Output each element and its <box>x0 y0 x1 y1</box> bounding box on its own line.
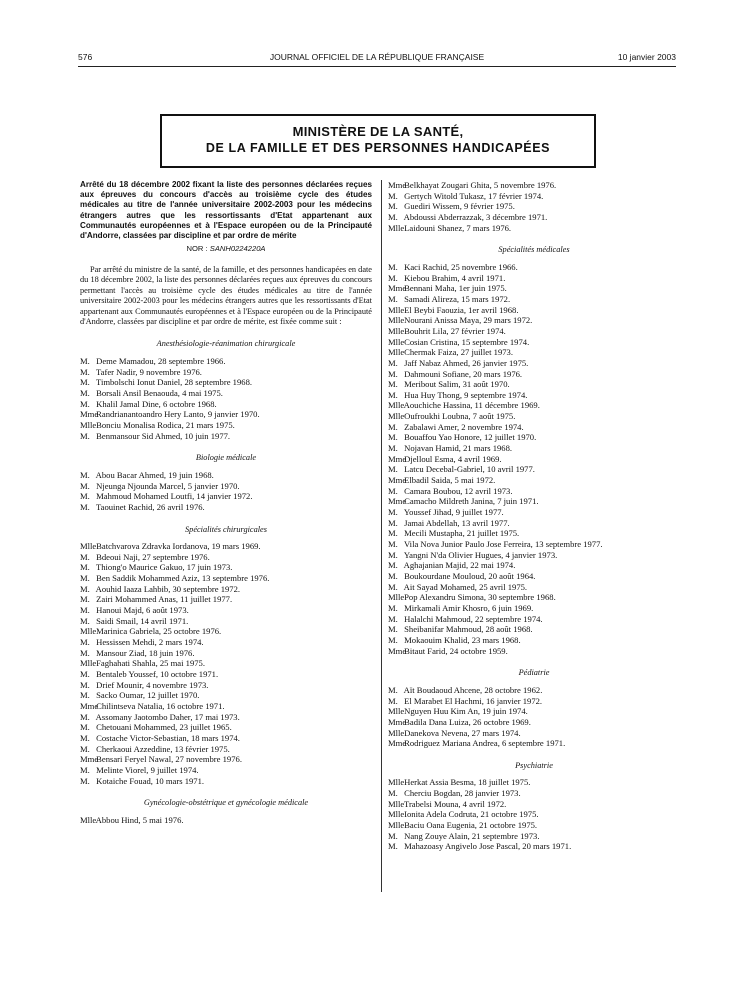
civility: Mlle <box>388 798 405 809</box>
candidate-name: Gertych Witold Tukasz, 17 février 1974. <box>402 190 544 201</box>
list-item <box>80 690 372 701</box>
list-item <box>388 624 680 635</box>
list-item <box>80 377 372 388</box>
list-item <box>80 481 372 492</box>
candidate-name: Samadi Alireza, 15 mars 1972. <box>402 293 511 304</box>
candidate-name: Laidouni Shanez, 7 mars 1976. <box>402 222 512 233</box>
candidate-name: Baciu Oana Eugenia, 21 octobre 1975. <box>402 820 538 831</box>
section-title: Psychiatrie <box>515 760 553 770</box>
civility: Mme <box>388 180 407 190</box>
candidate-name: Kaci Rachid, 25 novembre 1966. <box>402 261 518 272</box>
ministry-title-line1: MINISTÈRE DE LA SANTÉ, <box>292 124 464 139</box>
list-item <box>80 733 372 744</box>
candidate-name: Jaff Nabaz Ahmed, 26 janvier 1975. <box>402 357 529 368</box>
civility: M. <box>80 387 90 398</box>
civility: M. <box>80 430 90 441</box>
civility: M. <box>388 624 398 635</box>
list-item <box>388 454 680 465</box>
candidate-name: Chilintseva Natalia, 16 octobre 1971. <box>94 701 225 711</box>
civility: M. <box>80 491 90 502</box>
candidate-name: Taouinet Rachid, 26 avril 1976. <box>94 501 205 512</box>
candidate-name: Bentaleb Youssef, 10 octobre 1971. <box>94 669 219 680</box>
list-item <box>80 754 372 765</box>
civility: Mlle <box>80 814 97 825</box>
candidate-name: Aghajanian Majid, 22 mai 1974. <box>402 560 516 571</box>
arrete-title: Arrêté du 18 décembre 2002 fixant la liste des personnes déclarées reçues aux épreuves du concours d'accès au troisième cycle des études médicales au titre de l'année universitaire 2002-2003 pour les médecins étrangers autres que les ressortissants d'Etat appartenant aux Communautés européennes et à l'Espace européen ou de la Principauté d'Andorre, classées par discipline et par ordre de mérite <box>80 180 372 241</box>
civility: M. <box>80 605 90 616</box>
candidate-name: Khalil Jamal Dine, 6 octobre 1968. <box>94 398 217 409</box>
list-item <box>388 706 680 717</box>
civility: M. <box>80 775 90 786</box>
candidate-name: Mecili Mustapha, 21 juillet 1975. <box>402 528 520 539</box>
list-item <box>80 648 372 659</box>
list-item <box>388 592 680 603</box>
civility: M. <box>388 570 398 581</box>
civility: Mme <box>80 409 99 420</box>
list-item <box>80 367 372 378</box>
civility: M. <box>388 507 398 518</box>
page-header <box>78 52 676 66</box>
list-item <box>388 518 680 529</box>
candidate-name: Oufroukhi Loubna, 7 août 1975. <box>402 411 516 422</box>
civility: M. <box>80 743 90 754</box>
candidate-name: Guediri Wissem, 9 février 1975. <box>402 201 515 212</box>
candidate-name: Halalchi Mahmoud, 22 septembre 1974. <box>402 613 543 624</box>
civility: M. <box>388 613 398 624</box>
civility: M. <box>80 501 90 512</box>
civility: M. <box>388 443 398 454</box>
list-item <box>388 646 680 657</box>
candidate-name: Drief Mounir, 4 novembre 1973. <box>94 679 209 690</box>
candidate-name: Hessissen Mehdi, 2 mars 1974. <box>94 637 204 648</box>
candidate-name: Aouchiche Hassina, 11 décembre 1969. <box>402 400 540 411</box>
civility: M. <box>388 211 398 222</box>
candidate-name: Sheibanifar Mahmoud, 28 août 1968. <box>402 624 533 635</box>
list-item <box>388 464 680 475</box>
candidate-name: Rodriguez Mariana Andrea, 6 septembre 1971. <box>402 738 566 749</box>
list-item <box>80 356 372 367</box>
civility: M. <box>80 377 90 388</box>
list-item <box>388 507 680 518</box>
section-title: Spécialités chirurgicales <box>185 524 267 534</box>
candidate-name: Thiong'o Maurice Gakuo, 17 juin 1973. <box>94 562 233 573</box>
list-item <box>388 369 680 380</box>
candidate-name: Vila Nova Junior Paulo Jose Ferreira, 13 septembre 1977. <box>402 539 603 549</box>
list-item <box>388 191 680 202</box>
candidate-name: Pop Alexandru Simona, 30 septembre 1968. <box>402 592 556 603</box>
list-item <box>388 696 680 707</box>
civility: M. <box>388 830 398 841</box>
civility: Mme <box>388 716 407 727</box>
civility: Mme <box>388 645 407 656</box>
list-item <box>80 573 372 584</box>
civility: Mlle <box>388 400 405 411</box>
list-item <box>388 820 680 831</box>
column-divider <box>381 180 382 892</box>
civility: M. <box>80 398 90 409</box>
list-item <box>388 841 680 852</box>
journal-title: JOURNAL OFFICIEL DE LA RÉPUBLIQUE FRANÇAISE <box>269 52 485 62</box>
list-item <box>80 431 372 442</box>
civility: M. <box>388 517 398 528</box>
candidate-name: Elbadil Saida, 5 mai 1972. <box>402 475 496 486</box>
ministry-box <box>160 114 596 168</box>
candidate-name: Cherkaoui Azzeddine, 13 février 1975. <box>94 743 230 754</box>
civility: M. <box>388 261 398 272</box>
civility: M. <box>80 732 90 743</box>
candidate-name: Latcu Decebal-Gabriel, 10 avril 1977. <box>402 464 535 475</box>
candidate-name: Bdeoui Naji, 27 septembre 1976. <box>94 551 210 562</box>
candidate-name: Tafer Nadir, 9 novembre 1976. <box>94 366 202 377</box>
civility: M. <box>388 464 398 475</box>
civility: M. <box>388 432 398 443</box>
list-item <box>388 539 680 550</box>
left-column <box>80 180 372 826</box>
list-item <box>80 815 372 826</box>
civility: Mme <box>388 475 407 486</box>
civility: Mlle <box>80 541 97 552</box>
list-item <box>80 637 372 648</box>
civility: Mlle <box>388 347 405 358</box>
list-item <box>80 658 372 669</box>
civility: M. <box>80 690 90 701</box>
civility: M. <box>388 634 398 645</box>
candidate-name: Bonciu Monalisa Rodica, 21 mars 1975. <box>94 419 235 430</box>
right-column <box>388 180 680 852</box>
candidate-name: Cherciu Bogdan, 28 janvier 1973. <box>402 788 521 799</box>
civility: Mme <box>388 283 407 294</box>
list-item <box>388 443 680 454</box>
civility: Mlle <box>388 777 405 788</box>
civility: M. <box>388 379 398 390</box>
candidate-name: Assomany Jaotombo Daher, 17 mai 1973. <box>94 711 240 722</box>
candidate-name: Aouhid Iaaza Lahbib, 30 septembre 1972. <box>94 583 241 594</box>
civility: Mlle <box>388 809 405 820</box>
candidate-name: Marinica Gabriela, 25 octobre 1976. <box>94 626 222 637</box>
civility: M. <box>80 355 90 366</box>
candidate-name: Boukourdane Mouloud, 20 août 1964. <box>402 570 536 581</box>
candidate-name: Faghahati Shahla, 25 mai 1975. <box>94 658 205 669</box>
civility: M. <box>388 560 398 571</box>
candidate-name: Badila Dana Luiza, 26 octobre 1969. <box>402 716 531 727</box>
civility: M. <box>80 637 90 648</box>
civility: Mlle <box>388 411 405 422</box>
candidate-name: Zairi Mohammed Anas, 11 juillet 1977. <box>94 594 233 605</box>
page-number: 576 <box>78 52 93 62</box>
candidate-name: Costache Victor-Sebastian, 18 mars 1974. <box>94 732 240 743</box>
list-item <box>80 562 372 573</box>
candidate-name: Melinte Viorel, 9 juillet 1974. <box>94 764 199 775</box>
civility: M. <box>388 272 398 283</box>
list-item <box>388 358 680 369</box>
list-item <box>80 616 372 627</box>
candidate-name: Ionita Adela Codruta, 21 octobre 1975. <box>402 809 539 820</box>
civility: Mme <box>388 453 407 464</box>
civility: Mlle <box>80 419 97 430</box>
candidate-name: Hua Huy Thong, 9 septembre 1974. <box>402 389 528 400</box>
civility: Mlle <box>388 706 405 717</box>
civility: M. <box>80 551 90 562</box>
candidate-name: Borsali Ansil Benaouda, 4 mai 1975. <box>94 387 223 398</box>
candidate-name: Meribout Salim, 31 août 1970. <box>402 379 510 390</box>
civility: M. <box>388 788 398 799</box>
candidate-name: Bouhrit Lila, 27 février 1974. <box>402 325 506 336</box>
civility: M. <box>80 366 90 377</box>
civility: M. <box>80 679 90 690</box>
candidate-name: Herkat Assia Besma, 18 juillet 1975. <box>402 777 531 788</box>
candidate-name: Mokaouim Khalid, 23 mars 1968. <box>402 634 521 645</box>
civility: Mme <box>388 496 407 507</box>
civility: Mlle <box>388 592 405 603</box>
candidate-name: Mirkamali Amir Khosro, 6 juin 1969. <box>402 602 534 613</box>
candidate-name: Trabelsi Mouna, 4 avril 1972. <box>402 798 507 809</box>
header-rule <box>78 66 676 67</box>
candidate-name: Bensari Feryel Nawal, 27 novembre 1976. <box>94 754 242 765</box>
list-item <box>388 685 680 696</box>
list-item <box>388 475 680 486</box>
candidate-name: Deme Mamadou, 28 septembre 1966. <box>94 355 226 366</box>
list-item <box>388 212 680 223</box>
right-top-entries <box>388 180 680 233</box>
candidate-name: Belkhayat Zougari Ghita, 5 novembre 1976. <box>402 180 557 190</box>
list-item <box>388 738 680 749</box>
issue-date: 10 janvier 2003 <box>617 52 676 62</box>
list-item <box>80 420 372 431</box>
candidate-name: Hanoui Majd, 6 août 1973. <box>94 605 189 616</box>
list-item <box>388 315 680 326</box>
candidate-name: Kotaiche Fouad, 10 mars 1971. <box>94 775 205 786</box>
candidate-name: Chetouani Mohammed, 23 juillet 1965. <box>94 722 232 733</box>
candidate-name: Mansour Ziad, 18 juin 1976. <box>94 647 195 658</box>
list-item <box>388 326 680 337</box>
section-title: Spécialités médicales <box>498 245 570 255</box>
civility: M. <box>388 368 398 379</box>
list-item <box>388 777 680 788</box>
list-item <box>80 491 372 502</box>
candidate-name: El Marabet El Hachmi, 16 janvier 1972. <box>402 695 543 706</box>
list-item <box>388 305 680 316</box>
list-item <box>80 584 372 595</box>
civility: M. <box>388 581 398 592</box>
list-item <box>388 635 680 646</box>
candidate-name: Youssef Jihad, 9 juillet 1977. <box>402 507 504 518</box>
list-item <box>80 722 372 733</box>
civility: M. <box>80 573 90 584</box>
right-sections <box>388 245 680 852</box>
list-item <box>388 717 680 728</box>
candidate-name: Dahmouni Sofiane, 20 mars 1976. <box>402 368 523 379</box>
civility: M. <box>80 615 90 626</box>
civility: M. <box>388 528 398 539</box>
candidate-name: Sacko Oumar, 12 juillet 1970. <box>94 690 200 701</box>
civility: M. <box>80 469 90 480</box>
list-item <box>80 409 372 420</box>
nor-code: SANH0224220A <box>209 244 266 254</box>
candidate-name: Kiebou Brahim, 4 avril 1971. <box>402 272 506 283</box>
list-item <box>80 680 372 691</box>
civility: M. <box>388 602 398 613</box>
list-item <box>80 594 372 605</box>
list-item <box>388 390 680 401</box>
candidate-name: Nourani Anissa Maya, 29 mars 1972. <box>402 315 533 326</box>
civility: M. <box>388 421 398 432</box>
list-item <box>388 422 680 433</box>
civility: M. <box>388 695 398 706</box>
list-item <box>388 262 680 273</box>
candidate-name: Jamai Abdellah, 13 avril 1977. <box>402 517 510 528</box>
list-item <box>388 831 680 842</box>
list-item <box>388 347 680 358</box>
list-item <box>388 728 680 739</box>
list-item <box>80 701 372 712</box>
candidate-name: Timbolschi Ionut Daniel, 28 septembre 1968. <box>94 377 253 388</box>
civility: M. <box>388 841 398 852</box>
candidate-name: Abdoussi Abderrazzak, 3 décembre 1971. <box>402 211 548 222</box>
civility: M. <box>388 389 398 400</box>
civility: M. <box>388 293 398 304</box>
list-item <box>80 765 372 776</box>
list-item <box>388 582 680 593</box>
list-item <box>388 614 680 625</box>
candidate-name: Nang Zouye Alain, 21 septembre 1973. <box>402 830 540 841</box>
civility: Mlle <box>388 304 405 315</box>
civility: M. <box>80 594 90 605</box>
list-item <box>388 560 680 571</box>
list-item <box>388 603 680 614</box>
list-item <box>388 379 680 390</box>
civility: Mme <box>388 738 407 749</box>
candidate-name: Nojavan Hamid, 21 mars 1968. <box>402 443 513 454</box>
list-item <box>388 788 680 799</box>
list-item <box>80 744 372 755</box>
list-item <box>388 223 680 234</box>
candidate-name: Djelloul Esma, 4 avril 1969. <box>402 453 502 464</box>
list-item <box>80 388 372 399</box>
civility: Mlle <box>388 222 405 233</box>
list-item <box>80 541 372 552</box>
candidate-name: Yangni N'da Olivier Hugues, 4 janvier 1973. <box>402 549 558 560</box>
section-title: Pédiatrie <box>518 668 550 678</box>
list-item <box>388 400 680 411</box>
candidate-name: Mahmoud Mohamed Loutfi, 14 janvier 1972. <box>94 491 253 502</box>
civility: Mlle <box>388 325 405 336</box>
civility: M. <box>388 485 398 496</box>
list-item <box>388 550 680 561</box>
candidate-name: El Beybi Faouzia, 1er avril 1968. <box>402 304 519 315</box>
candidate-name: Camacho Mildreth Janina, 7 juin 1971. <box>402 496 539 507</box>
list-item <box>388 809 680 820</box>
arrete-intro: Par arrêté du ministre de la santé, de la famille, et des personnes handicapées en date du 18 décembre 2002, la liste des personnes déclarées reçues aux épreuves du concours permettant l'accès au troisième cycle des études médicales au titre de l'année universitaire 2002-2003 pour les médecins étrangers autres que les ressortissants d'Etat appartenant aux Communautés européennes et à l'Espace européen ou de la Principauté d'Andorre, classées par discipline et par ordre de mérite, est fixée comme suit : <box>80 264 372 326</box>
civility: Mlle <box>80 626 97 637</box>
civility: Mlle <box>388 315 405 326</box>
civility: M. <box>80 583 90 594</box>
list-item <box>388 799 680 810</box>
list-item <box>388 294 680 305</box>
candidate-name: Danekova Nevena, 27 mars 1974. <box>402 727 521 738</box>
candidate-name: Aït Boudaoud Ahcene, 28 octobre 1962. <box>402 684 543 695</box>
civility: M. <box>388 549 398 560</box>
civility: M. <box>388 190 398 201</box>
civility: M. <box>388 201 398 212</box>
candidate-name: Abbou Hind, 5 mai 1976. <box>94 814 184 825</box>
list-item <box>388 496 680 507</box>
candidate-name: Bouaffou Yao Honore, 12 juillet 1970. <box>402 432 537 443</box>
civility: M. <box>388 539 398 549</box>
civility: Mlle <box>388 820 405 831</box>
candidate-name: Cosian Cristina, 15 septembre 1974. <box>402 336 530 347</box>
civility: M. <box>80 562 90 573</box>
candidate-name: Ben Saddik Mohammed Aziz, 13 septembre 1976. <box>94 573 270 584</box>
candidate-name: Batchvarova Zdravka Iordanova, 19 mars 1969. <box>94 541 261 552</box>
nor-label: NOR : <box>186 244 208 254</box>
list-item <box>80 626 372 637</box>
list-item <box>388 432 680 443</box>
candidate-name: Camara Boubou, 12 avril 1973. <box>402 485 513 496</box>
list-item <box>80 399 372 410</box>
list-item <box>80 712 372 723</box>
civility: M. <box>388 684 398 695</box>
list-item <box>80 605 372 616</box>
candidate-name: Mahazoasy Angivelo Jose Pascal, 20 mars 1971. <box>402 841 572 852</box>
civility: Mme <box>80 701 99 711</box>
list-item <box>388 411 680 422</box>
list-item <box>388 337 680 348</box>
list-item <box>388 528 680 539</box>
candidate-name: Chermak Faiza, 27 juillet 1973. <box>402 347 513 358</box>
candidate-name: Randrianantoandro Hery Lanto, 9 janvier 1970. <box>94 409 260 420</box>
civility: M. <box>80 480 90 491</box>
list-item <box>388 273 680 284</box>
candidate-name: Benmansour Sid Ahmed, 10 juin 1977. <box>94 430 231 441</box>
civility: Mlle <box>388 727 405 738</box>
candidate-name: Nguyen Huu Kim An, 19 juin 1974. <box>402 706 528 717</box>
civility: Mlle <box>388 336 405 347</box>
candidate-name: Bennani Maha, 1er juin 1975. <box>402 283 507 294</box>
list-item <box>80 552 372 563</box>
candidate-name: Saidi Smail, 14 avril 1971. <box>94 615 189 626</box>
section-title: Biologie médicale <box>195 453 257 463</box>
civility: M. <box>80 764 90 775</box>
civility: M. <box>80 711 90 722</box>
list-item <box>388 283 680 294</box>
list-item <box>80 502 372 513</box>
civility: M. <box>388 357 398 368</box>
list-item <box>388 571 680 582</box>
nor-reference <box>80 244 372 255</box>
candidate-name: Njeunga Njounda Marcel, 5 janvier 1970. <box>94 480 240 491</box>
civility: M. <box>80 669 90 680</box>
list-item <box>80 470 372 481</box>
ministry-title-line2: DE LA FAMILLE ET DES PERSONNES HANDICAPÉES <box>205 141 551 155</box>
candidate-name: Abou Bacar Ahmed, 19 juin 1968. <box>94 469 214 480</box>
civility: M. <box>80 722 90 733</box>
list-item <box>80 776 372 787</box>
civility: Mme <box>80 754 99 765</box>
candidate-name: Ait Sayad Mohamed, 25 avril 1975. <box>402 581 528 592</box>
list-item <box>388 180 680 191</box>
civility: Mlle <box>80 658 97 669</box>
candidate-name: Bitaut Farid, 24 octobre 1959. <box>402 645 508 656</box>
list-item <box>388 486 680 497</box>
list-item <box>388 201 680 212</box>
candidate-name: Zabalawi Amer, 2 novembre 1974. <box>402 421 524 432</box>
left-sections <box>80 339 372 825</box>
section-title: Gynécologie-obstétrique et gynécologie médicale <box>143 798 309 808</box>
list-item <box>80 669 372 680</box>
section-title: Anesthésiologie-réanimation chirurgicale <box>156 339 296 349</box>
civility: M. <box>80 647 90 658</box>
